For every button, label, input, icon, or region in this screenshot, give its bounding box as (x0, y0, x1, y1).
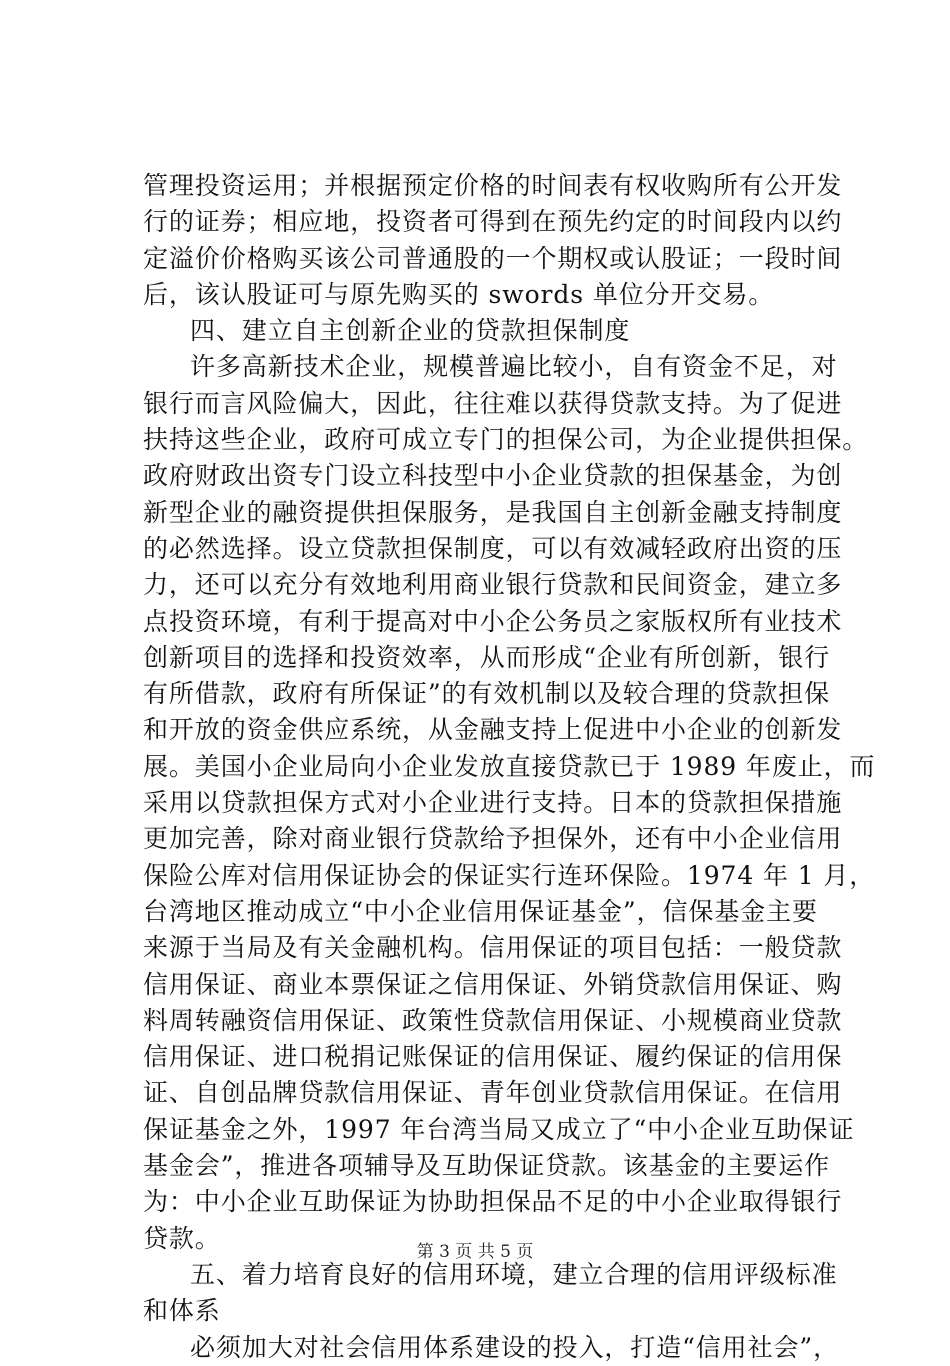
text-line: 信用保证、商业本票保证之信用保证、外销贷款信用保证、购 (143, 969, 843, 999)
text-line: 新型企业的融资提供担保服务，是我国自主创新金融支持制度 (143, 497, 843, 527)
text-line: 保证基金之外，1997 年台湾当局又成立了“中小企业互助保证 (143, 1114, 855, 1144)
text-line: 扶持这些企业，政府可成立专门的担保公司，为企业提供担保。 (143, 425, 869, 455)
text-line: 保险公库对信用保证协会的保证实行连环保险。1974 年 1 月， (143, 860, 876, 890)
text-line: 信用保证、进口税捐记账保证的信用保证、履约保证的信用保 (143, 1042, 843, 1072)
section-heading: 五、着力培育良好的信用环境，建立合理的信用评级标准 (190, 1259, 838, 1289)
text-line: 为：中小企业互助保证为协助担保品不足的中小企业取得银行 (143, 1187, 843, 1217)
text-line: 管理投资运用；并根据预定价格的时间表有权收购所有公开发 (143, 171, 843, 200)
page-number-footer: 第 3 页 共 5 页 (416, 1242, 534, 1262)
text-line: 和开放的资金供应系统，从金融支持上促进中小企业的创新发 (143, 715, 843, 745)
text-line: 展。美国小企业局向小企业发放直接贷款已于 1989 年废止，而 (143, 751, 876, 781)
section-heading-continuation: 和体系 (143, 1296, 221, 1326)
text-line: 许多高新技术企业，规模普遍比较小，自有资金不足，对 (190, 352, 838, 382)
text-line: 力，还可以充分有效地利用商业银行贷款和民间资金，建立多 (143, 570, 843, 600)
text-line: 的必然选择。设立贷款担保制度，可以有效减轻政府出资的压 (143, 533, 843, 563)
text-line: 创新项目的选择和投资效率，从而形成“企业有所创新，银行 (143, 642, 831, 672)
text-line: 台湾地区推动成立“中小企业信用保证基金”，信保基金主要 (143, 896, 818, 926)
text-line: 有所借款，政府有所保证”的有效机制以及较合理的贷款担保 (143, 679, 831, 709)
text-line: 政府财政出资专门设立科技型中小企业贷款的担保基金，为创 (143, 461, 843, 491)
text-line: 基金会”，推进各项辅导及互助保证贷款。该基金的主要运作 (143, 1151, 831, 1181)
text-line: 银行而言风险偏大，因此，往往难以获得贷款支持。为了促进 (143, 388, 843, 418)
document-body (143, 168, 876, 1366)
text-line: 采用以贷款担保方式对小企业进行支持。日本的贷款担保措施 (143, 788, 843, 818)
text-line: 后，该认股证可与原先购买的 swords 单位分开交易。 (143, 279, 775, 309)
text-line: 必须加大对社会信用体系建设的投入，打造“信用社会”， (190, 1332, 839, 1362)
text-line: 证、自创品牌贷款信用保证、青年创业贷款信用保证。在信用 (143, 1078, 843, 1108)
text-line: 贷款。 (143, 1223, 221, 1253)
text-line: 更加完善，除对商业银行贷款给予担保外，还有中小企业信用 (143, 824, 843, 854)
text-line: 点投资环境，有利于提高对中小企公务员之家版权所有业技术 (143, 606, 843, 636)
text-line: 行的证券；相应地，投资者可得到在预先约定的时间段内以约 (143, 207, 843, 237)
text-line: 来源于当局及有关金融机构。信用保证的项目包括：一般贷款 (143, 933, 843, 963)
text-line: 定溢价价格购买该公司普通股的一个期权或认股证；一段时间 (143, 243, 843, 273)
text-line: 料周转融资信用保证、政策性贷款信用保证、小规模商业贷款 (143, 1005, 843, 1035)
section-heading: 四、建立自主创新企业的贷款担保制度 (190, 316, 631, 346)
